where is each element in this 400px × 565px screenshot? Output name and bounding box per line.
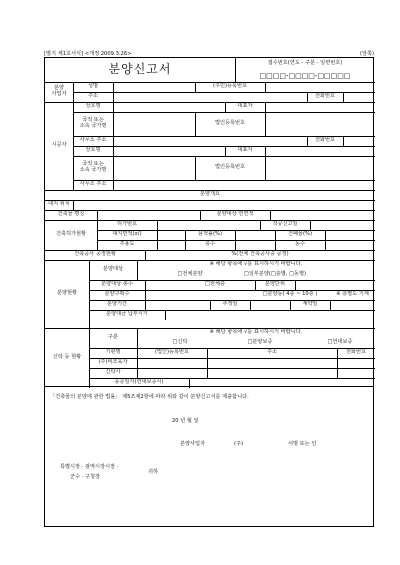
- sales-period-label: 분양기간: [106, 301, 128, 308]
- trust-phone-label: 전화번호: [345, 349, 367, 356]
- site-location-label: 대지 위치: [48, 201, 70, 208]
- trust-type-label: 구분: [107, 334, 119, 341]
- trustee-label: (주)비조육자: [98, 359, 128, 366]
- ratio-label: 건폐율(%): [287, 231, 312, 238]
- sales-blocks-label: 분양구획수: [104, 291, 130, 298]
- seller-id-label: (주민)등록번호: [212, 83, 248, 90]
- submission-date: 20 년 월 일: [172, 418, 199, 424]
- option-partial-units[interactable]: □일부분양(□층별, □동별): [243, 271, 307, 278]
- builder2-rep-label: 대표자: [237, 147, 253, 154]
- declaration-form: [44, 57, 374, 387]
- use-label: 주용도: [119, 241, 135, 248]
- dongs-label: 동수: [294, 241, 306, 248]
- builder2-nationality-label: 국적 또는 소속 국가명: [79, 161, 107, 173]
- form-title: 분양신고서: [108, 62, 172, 77]
- form-number: [별지 제1호서식] <개정 2009.3.26>: [44, 51, 132, 57]
- org-name-label: 기관명: [105, 349, 121, 356]
- trust-check-note: ※ 해당 항목에 √를 표시하시기 바랍니다.: [209, 329, 303, 336]
- option-joint-guarantee[interactable]: □연대보증: [327, 339, 353, 346]
- seller-section-label: 분양 사업자: [51, 85, 67, 97]
- receipt-number-boxes[interactable]: □□□□-□□□□-□□□□□: [259, 71, 351, 80]
- contract-date-label: 계약일: [302, 301, 318, 308]
- builder1-company-label: 상호명: [85, 103, 101, 110]
- builder2-office-label: 사무소 주소: [79, 181, 107, 188]
- total-units-label: 분양대상 총수: [101, 281, 133, 288]
- estimated-date-label: 추정일: [222, 301, 238, 308]
- builder1-rep-label: 대표자: [237, 103, 253, 110]
- permit-section-label: 건축허가현황: [55, 231, 87, 238]
- payment-timing-label: 분양대금 납부시기: [106, 311, 148, 318]
- option-whole-floor[interactable]: □전체층: [205, 281, 225, 288]
- guarantee-date-label: 종증일자(연대보증시): [114, 379, 164, 386]
- sales-target-label: 분양대상: [102, 266, 124, 273]
- sales-unit-label: 분양단위: [264, 281, 286, 288]
- builder2-company-label: 상호명: [85, 147, 101, 154]
- floor-note: ※ 층별도 기재: [336, 291, 369, 298]
- building-name-label: 건축물 명칭: [57, 211, 85, 218]
- receipt-number-label: 접수번호(연도 - 구분 - 일련번호): [267, 60, 343, 67]
- option-trust[interactable]: □신탁: [172, 339, 188, 346]
- recipient-line-2: 군수 · 구청장: [70, 474, 101, 480]
- progress-label: 건축공사 공정현황: [74, 251, 116, 258]
- signer-label: 분양사업자: [180, 441, 206, 447]
- permit-no-label: 허가번호: [116, 221, 138, 228]
- recipient-honorific: 귀하: [148, 469, 159, 475]
- progress-value: %(전체 건축공사중 공정): [231, 251, 289, 258]
- recipient-line-1: 특별시장 · 광역시장시장 ·: [60, 464, 119, 470]
- option-all-units[interactable]: □전체분양: [177, 271, 203, 278]
- site-area-label: 대지면적(㎡): [112, 231, 142, 238]
- builder-section-label: 시공자: [51, 142, 67, 149]
- overview-title: 분양개요: [199, 191, 221, 198]
- seller-name-label: 성명: [87, 83, 99, 90]
- coverage-label: 용적률(%): [197, 231, 222, 238]
- builder1-corp-no-label: 법인등록번호: [214, 120, 246, 127]
- trust-corp-no-label: (법인)등록번호: [154, 349, 190, 356]
- builder1-phone-label: 전화번호: [314, 137, 336, 144]
- trust-company-label: 신탁사: [105, 369, 121, 376]
- sales-check-note: ※ 해당 항목에 √를 표시하시기 바랍니다.: [209, 261, 303, 268]
- option-sales-floors[interactable]: □분양동( 4층 ~ 10층 ): [262, 291, 318, 298]
- option-guarantee[interactable]: □분양보증: [247, 339, 273, 346]
- declaration-statement: 「건축물의 분양에 관한 법률」 제5조제2항에 따라 위와 같이 분양신고서를 제출합니다.: [50, 394, 249, 400]
- trust-address-label: 주소: [266, 349, 278, 356]
- building-area-label: 분양대상 연면적: [216, 211, 254, 218]
- seller-phone-label: 전화번호: [314, 93, 336, 100]
- builder1-nationality-label: 국적 또는 소속 국가명: [79, 117, 107, 129]
- builder1-office-label: 사무소 주소: [79, 137, 107, 144]
- floors-label: 층수: [204, 241, 216, 248]
- page-side-label: (앞쪽): [359, 51, 374, 57]
- sales-status-section-label: 분양현황: [56, 290, 78, 297]
- seller-address-label: 주소: [87, 93, 99, 100]
- signer-value: (주): [234, 441, 244, 447]
- builder2-corp-no-label: 법인등록번호: [214, 164, 246, 171]
- declaration-area: [44, 387, 374, 527]
- trust-section-label: 신탁 등 현황: [52, 354, 82, 361]
- signature-label: 서명 또는 인: [288, 441, 317, 447]
- start-date-label: 착공신고일: [272, 221, 298, 228]
